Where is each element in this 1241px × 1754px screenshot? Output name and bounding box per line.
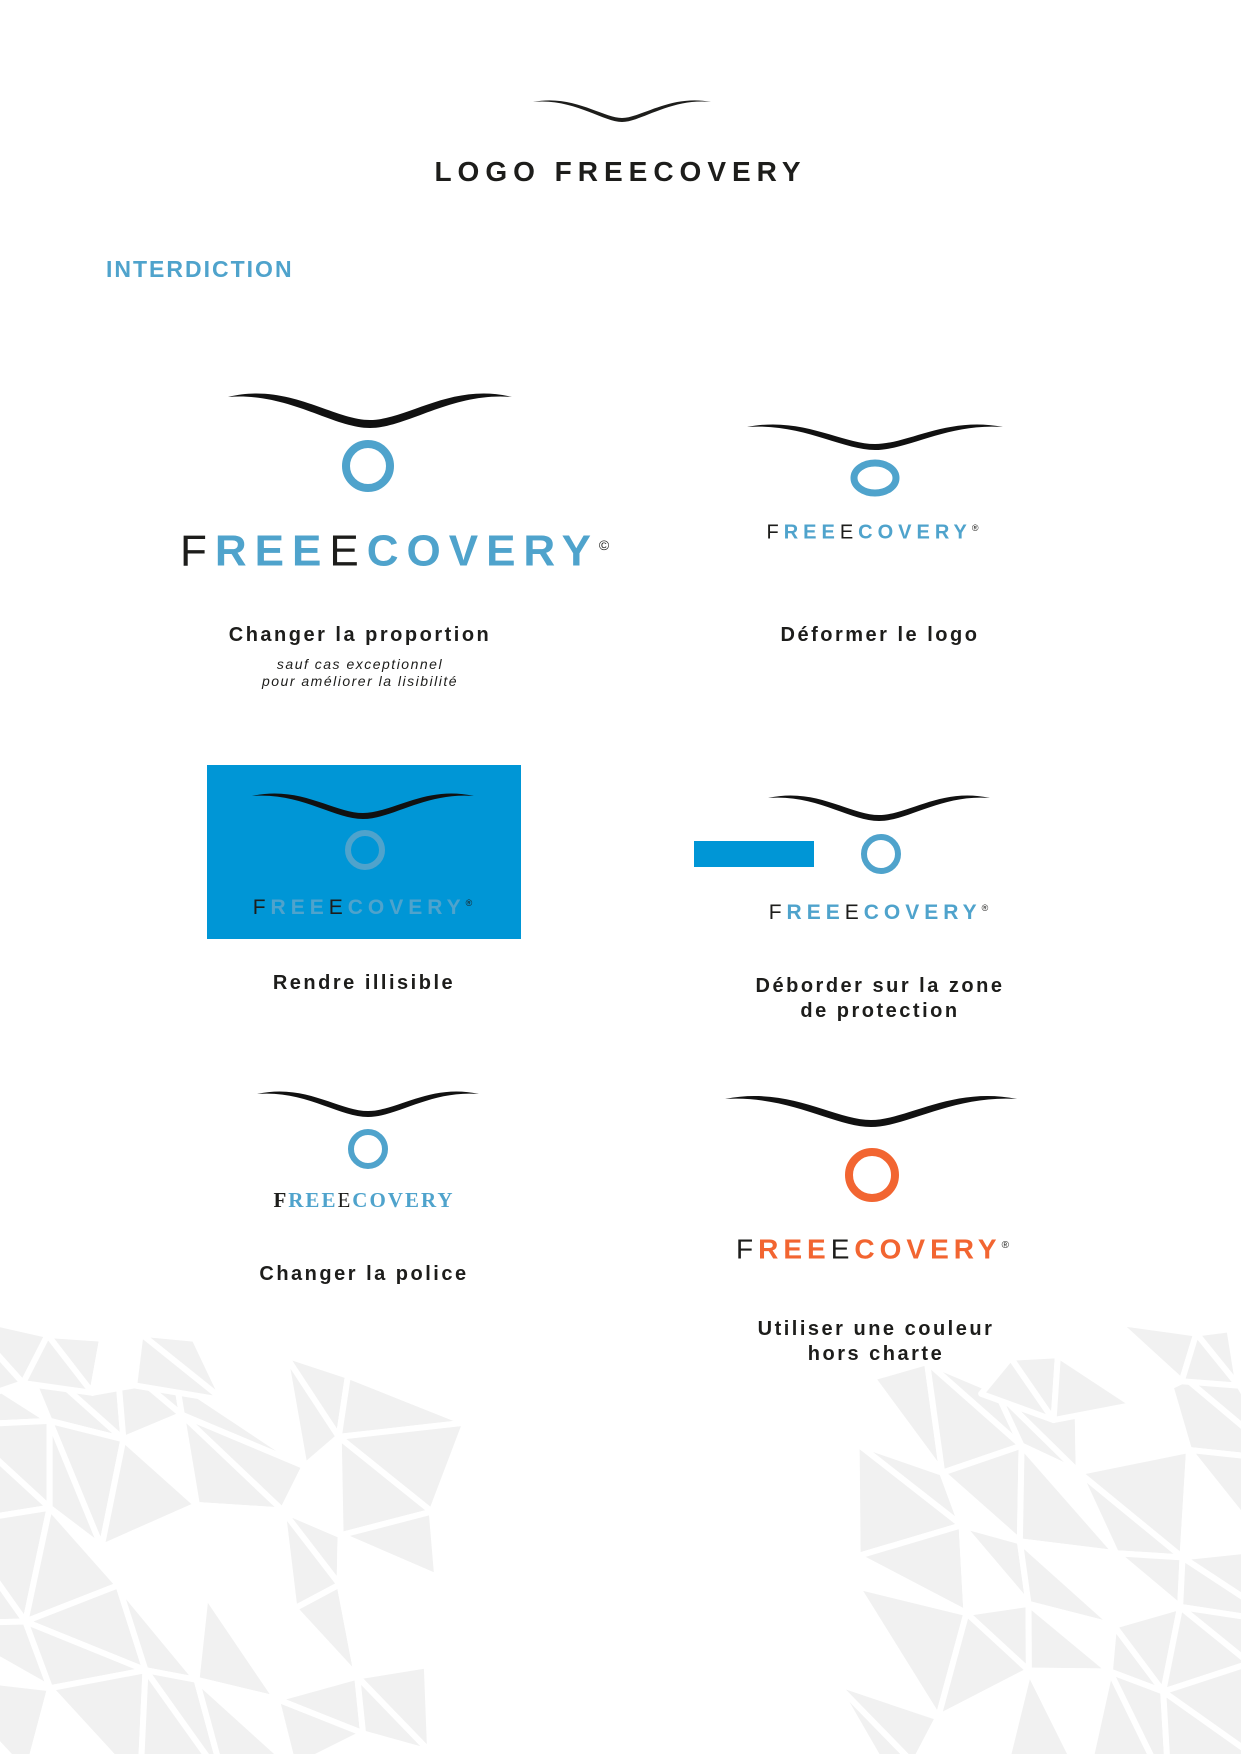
registered-mark: ® (971, 523, 984, 533)
wordmark-f: F (252, 896, 271, 919)
overlapping-blue-bar (694, 841, 814, 867)
wordmark-ree: REE (288, 1188, 338, 1212)
wordmark-e: E (337, 1188, 353, 1212)
caption-line2: hors charte (807, 1343, 945, 1365)
wordmark-f: F (273, 1188, 289, 1212)
caption-note-line1: sauf cas exceptionnel (276, 656, 444, 672)
caption-note-line2: pour améliorer la lisibilité (261, 673, 459, 689)
caption: Déformer le logo (780, 624, 980, 646)
swoosh-icon (257, 1087, 479, 1117)
wordmark-f: F (736, 1233, 759, 1265)
swoosh-icon (768, 791, 990, 821)
ring-icon (343, 828, 387, 872)
wordmark-covery: COVERY (863, 901, 982, 924)
wordmark-e: E (328, 896, 348, 919)
caption-line1: Utiliser une couleur (757, 1318, 995, 1340)
logo-wordmark (746, 896, 1016, 925)
wordmark-ree: REE (214, 526, 330, 576)
wordmark-e: E (839, 521, 859, 544)
wordmark-covery: COVERY (347, 896, 466, 919)
caption: Rendre illisible (272, 972, 456, 994)
wordmark-f: F (768, 901, 787, 924)
logo-wordmark (228, 1188, 500, 1212)
ring-icon (843, 1146, 901, 1204)
ring-icon (346, 1127, 390, 1171)
swoosh-icon (725, 1091, 1017, 1127)
wordmark-e: E (329, 526, 367, 576)
wordmark-f: F (766, 521, 784, 544)
page-title: LOGO FREECOVERY (434, 156, 807, 187)
wordmark-e: E (844, 901, 864, 924)
wordmark-ree: REE (786, 901, 845, 924)
wordmark-covery: COVERY (854, 1233, 1002, 1265)
swoosh-icon (252, 789, 474, 819)
wordmark-ree: REE (758, 1233, 831, 1265)
ring-icon (340, 438, 396, 494)
wordmark-covery: COVERY (352, 1188, 455, 1212)
caption: Changer la proportion (228, 624, 492, 646)
wordmark-ree: REE (783, 521, 840, 544)
registered-mark: ® (1001, 1240, 1014, 1251)
logo-wordmark (180, 520, 618, 577)
caption: Changer la police (259, 1263, 469, 1285)
swoosh-icon (228, 388, 512, 428)
wordmark-f: F (180, 526, 215, 576)
section-label-interdiction: INTERDICTION (106, 256, 294, 282)
wordmark-covery: COVERY (366, 526, 599, 576)
wordmark-ree: REE (270, 896, 329, 919)
ring-icon (859, 832, 903, 876)
logo-wordmark (735, 1230, 1015, 1265)
swoosh-icon (747, 420, 1003, 450)
logo-wordmark (740, 516, 1010, 545)
logo-wordmark (230, 891, 500, 920)
caption-line1: Déborder sur la zone (755, 975, 1005, 997)
wordmark-e: E (830, 1233, 855, 1265)
registered-mark: ® (465, 898, 478, 908)
ring-icon (848, 458, 902, 498)
copyright-mark: © (598, 537, 618, 553)
caption-line2: de protection (800, 1000, 960, 1022)
header-swoosh-icon (533, 96, 711, 122)
wordmark-covery: COVERY (858, 521, 972, 544)
registered-mark: ® (981, 903, 994, 913)
